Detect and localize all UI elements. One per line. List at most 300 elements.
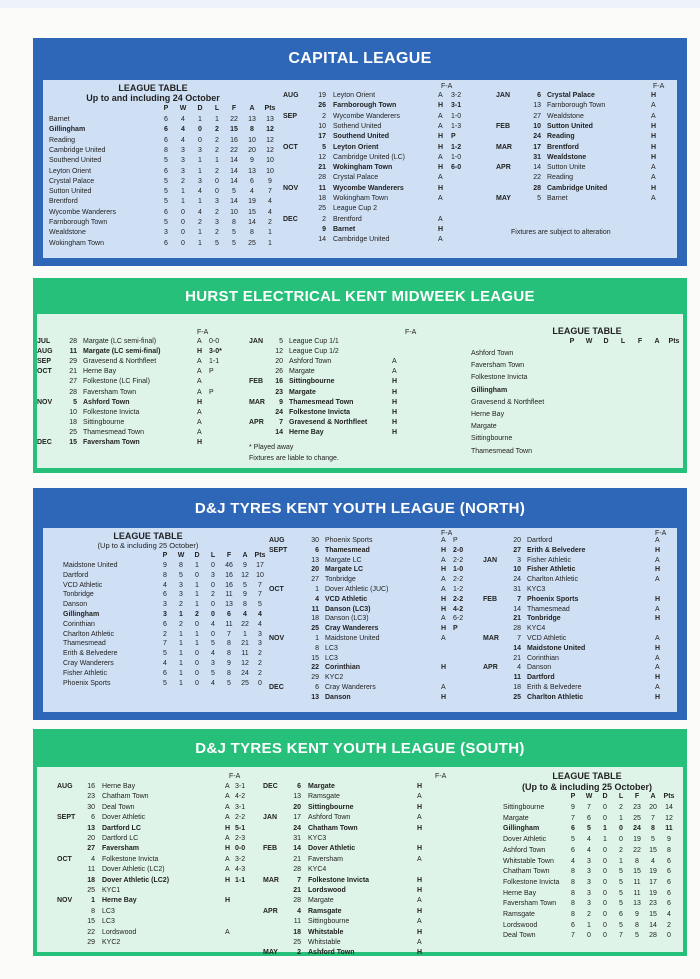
table-stat-cell: 1	[181, 188, 185, 196]
fixture-venue: H	[441, 693, 447, 701]
fixture-venue: A	[655, 635, 660, 642]
fixture-opponent: KYC2	[102, 939, 121, 946]
fixture-day: 18	[293, 928, 301, 936]
table-col-header: W	[585, 793, 593, 800]
fixture-venue: H	[417, 803, 423, 811]
table-stat-cell: 8	[243, 601, 247, 609]
fixture-day: 4	[91, 855, 95, 863]
fixture-day: 26	[318, 102, 326, 110]
fixture-opponent: Margate	[289, 388, 316, 396]
fixture-day: 7	[297, 876, 301, 884]
fixture-day: 18	[513, 684, 521, 691]
fixture-venue: A	[655, 605, 660, 613]
fixture-day: 5	[322, 143, 326, 151]
table-stat-cell: 8	[571, 868, 575, 876]
table-stat-cell: 4	[667, 911, 671, 918]
table-stat-cell: 0	[211, 562, 215, 569]
south-fa-header-2: F-A	[435, 773, 447, 780]
fixture-day: 25	[293, 939, 301, 946]
table-stat-cell: 14	[649, 921, 657, 929]
table-team-name: Dover Athletic	[503, 836, 547, 844]
table-stat-cell: 4	[571, 857, 575, 865]
table-stat-cell: 46	[225, 562, 233, 569]
fixture-month: JAN	[263, 814, 278, 822]
fixture-opponent: Barnet	[333, 225, 356, 233]
table-stat-cell: 8	[250, 126, 254, 134]
table-team-name: Charlton Athletic	[63, 630, 114, 638]
table-col-header: F	[637, 338, 643, 345]
table-stat-cell: 1	[179, 640, 183, 648]
fixture-day: 6	[537, 92, 541, 99]
fixture-venue: H	[651, 153, 657, 161]
fixture-venue: H	[441, 625, 447, 633]
fixture-month: APR	[249, 418, 264, 426]
table-stat-cell: 5	[232, 239, 236, 247]
fixture-day: 17	[533, 143, 541, 151]
fixture-opponent: Dartford	[527, 537, 553, 544]
hurst-note-liable: Fixtures are liable to change.	[249, 455, 339, 462]
table-team-name: Chatham Town	[503, 868, 550, 876]
fixture-venue: A	[655, 556, 660, 564]
fixture-opponent: League Cup 1/2	[289, 348, 339, 356]
fixture-opponent: VCD Athletic	[325, 595, 368, 603]
fixture-result: 2-2	[453, 576, 464, 584]
table-stat-cell: 0	[195, 679, 199, 687]
table-stat-cell: 7	[587, 804, 591, 811]
table-stat-cell: 11	[633, 878, 641, 886]
table-stat-cell: 6	[163, 669, 167, 677]
fixture-venue: H	[197, 398, 203, 406]
fixture-day: 17	[293, 814, 301, 822]
fixture-day: 5	[279, 338, 283, 345]
fixture-month: MAY	[263, 949, 278, 957]
fixture-opponent: Maidstone United	[527, 644, 586, 652]
table-team-name: Corinthian	[63, 620, 95, 628]
fixture-day: 23	[275, 388, 283, 396]
fixture-month: FEB	[249, 378, 263, 386]
fixture-result: 2-2	[453, 556, 464, 564]
table-team-name: Maidstone United	[63, 562, 118, 569]
fixture-month: MAR	[483, 635, 499, 642]
table-stat-cell: 5	[258, 601, 262, 609]
fixture-opponent: Fisher Athletic	[527, 566, 576, 574]
hurst-table-title: LEAGUE TABLE	[552, 326, 622, 336]
fixture-venue: H	[655, 566, 661, 574]
table-stat-cell: 2	[587, 911, 591, 918]
fixture-day: 6	[315, 546, 319, 554]
page-top-edge	[0, 0, 700, 8]
table-stat-cell: 5	[232, 229, 236, 237]
table-stat-cell: 2	[619, 846, 623, 854]
table-stat-cell: 1	[179, 611, 183, 618]
fixture-result: 3-2	[235, 855, 246, 863]
fixture-day: 15	[69, 439, 77, 446]
fixture-month: DEC	[263, 783, 278, 790]
fixture-opponent: Thamesmead Town	[289, 398, 354, 406]
fixture-venue: H	[441, 595, 447, 603]
north-fa-header-2: F-A	[655, 530, 667, 537]
table-team-name: Erith & Belvedere	[63, 650, 118, 658]
fixture-venue: H	[438, 102, 444, 110]
table-team-name: Gillingham	[49, 126, 86, 134]
table-stat-cell: 1	[215, 116, 219, 123]
table-stat-cell: 2	[179, 620, 183, 628]
table-team-name: Lordswood	[503, 921, 538, 929]
table-stat-cell: 6	[164, 136, 168, 144]
table-stat-cell: 9	[667, 836, 671, 844]
table-stat-cell: 3	[587, 889, 591, 897]
fixture-month: OCT	[57, 855, 72, 863]
table-stat-cell: 6	[164, 239, 168, 247]
table-team-name: Gillingham	[63, 611, 100, 618]
table-col-header: D	[603, 338, 609, 345]
fixture-venue: H	[655, 693, 661, 701]
table-stat-cell: 5	[227, 679, 231, 687]
table-stat-cell: 2	[198, 219, 202, 226]
fixture-day: 4	[297, 907, 301, 915]
table-stat-cell: 17	[256, 562, 264, 569]
fixture-day: 6	[91, 814, 95, 822]
table-stat-cell: 2	[619, 804, 623, 811]
fixture-venue: A	[438, 195, 443, 202]
fixture-venue: H	[651, 143, 657, 151]
fixture-result: 2-3	[235, 835, 246, 842]
table-stat-cell: 2	[258, 660, 262, 667]
table-stat-cell: 5	[619, 921, 623, 929]
fixture-result: 3-1	[451, 102, 462, 110]
fixture-day: 24	[533, 133, 541, 141]
table-stat-cell: 2	[268, 219, 272, 226]
table-stat-cell: 9	[250, 157, 254, 165]
table-stat-cell: 0	[198, 126, 202, 134]
table-stat-cell: 3	[179, 591, 183, 599]
fixture-day: 15	[311, 654, 319, 662]
capital-table-subtitle: Up to and including 24 October	[86, 93, 220, 103]
table-stat-cell: 6	[667, 889, 671, 897]
table-stat-cell: 5	[619, 878, 623, 886]
fixture-day: 1	[315, 635, 319, 642]
fixture-day: 14	[513, 644, 521, 652]
table-team-name: Fisher Athletic	[63, 669, 107, 677]
fixture-venue: H	[417, 887, 423, 894]
table-team-name: Folkestone Invicta	[471, 374, 528, 382]
table-team-name: Faversham Town	[503, 900, 557, 908]
fixture-opponent: Sittingbourne	[289, 378, 335, 386]
table-stat-cell: 3	[198, 177, 202, 185]
fixture-venue: H	[225, 845, 231, 853]
table-stat-cell: 5	[163, 650, 167, 658]
fixture-day: 26	[275, 368, 283, 376]
table-stat-cell: 0	[195, 669, 199, 677]
table-stat-cell: 0	[603, 814, 607, 822]
table-col-header: L	[618, 793, 624, 800]
fixture-opponent: KYC1	[102, 887, 121, 894]
fixture-opponent: Wealdstone	[547, 153, 587, 161]
table-stat-cell: 3	[215, 198, 219, 206]
fixture-venue: A	[225, 835, 230, 842]
table-stat-cell: 16	[230, 136, 238, 144]
hurst-league-panel	[33, 278, 687, 473]
table-stat-cell: 15	[649, 911, 657, 918]
table-stat-cell: 10	[230, 208, 238, 216]
fixture-month: AUG	[37, 348, 53, 356]
fixture-venue: A	[225, 814, 230, 822]
table-stat-cell: 2	[163, 630, 167, 638]
table-stat-cell: 4	[258, 611, 262, 618]
fixture-venue: A	[655, 684, 660, 691]
south-table-title: LEAGUE TABLE	[552, 771, 622, 781]
table-stat-cell: 0	[181, 239, 185, 247]
fixture-opponent: Chatham Town	[308, 824, 358, 832]
table-stat-cell: 8	[571, 911, 575, 918]
fixture-day: 2	[297, 949, 301, 957]
table-stat-cell: 1	[179, 660, 183, 667]
fixture-venue: A	[225, 855, 230, 863]
table-stat-cell: 8	[635, 921, 639, 929]
table-stat-cell: 7	[163, 640, 167, 648]
table-stat-cell: 5	[619, 889, 623, 897]
fixture-day: 29	[69, 358, 77, 366]
fixture-venue: A	[441, 556, 446, 564]
fixture-opponent: Faversham Town	[83, 439, 140, 446]
fixture-day: 6	[297, 783, 301, 790]
fixture-opponent: Cray Wanderers	[325, 684, 376, 691]
table-stat-cell: 4	[258, 620, 262, 628]
table-stat-cell: 5	[163, 679, 167, 687]
fixture-opponent: Dover Athletic (JUC)	[325, 586, 389, 593]
fixture-month: MAR	[263, 876, 279, 884]
fixture-month: AUG	[283, 92, 299, 99]
table-stat-cell: 15	[633, 868, 641, 876]
table-stat-cell: 2	[179, 601, 183, 609]
capital-league-content	[43, 80, 677, 258]
fixture-opponent: Dartford	[527, 674, 555, 682]
capital-fixtures-note: Fixtures are subject to alteration	[511, 229, 611, 236]
fixture-opponent: Phoenix Sports	[527, 595, 579, 603]
fixture-month: DEC	[37, 439, 52, 446]
table-stat-cell: 0	[195, 660, 199, 667]
fixture-opponent: Danson (LC3)	[325, 615, 369, 623]
fixture-opponent: Crystal Palace	[547, 92, 595, 99]
fixture-day: 2	[322, 215, 326, 223]
fixture-venue: H	[225, 824, 231, 832]
table-stat-cell: 1	[215, 157, 219, 165]
fixture-month: NOV	[283, 184, 299, 192]
table-stat-cell: 4	[268, 208, 272, 216]
table-stat-cell: 21	[241, 640, 249, 648]
table-col-header: Pts	[254, 552, 266, 559]
table-team-name: Southend United	[49, 157, 102, 165]
fixture-day: 30	[311, 537, 319, 544]
table-stat-cell: 4	[211, 620, 215, 628]
table-stat-cell: 0	[211, 601, 215, 609]
table-col-header: Pts	[663, 793, 675, 800]
table-stat-cell: 2	[215, 229, 219, 237]
table-stat-cell: 11	[225, 591, 233, 599]
fixture-opponent: Folkestone Invicta	[289, 408, 351, 416]
table-stat-cell: 8	[635, 857, 639, 865]
fixture-day: 25	[311, 625, 319, 633]
table-stat-cell: 13	[266, 116, 274, 123]
fixture-venue: H	[392, 398, 398, 406]
table-stat-cell: 8	[667, 846, 671, 854]
table-stat-cell: 2	[215, 136, 219, 144]
fixture-venue: H	[438, 133, 444, 141]
fixture-result: P	[451, 133, 456, 141]
fixture-venue: A	[392, 358, 397, 366]
fixture-venue: A	[651, 164, 656, 172]
fixture-venue: H	[441, 546, 447, 554]
fixture-opponent: Danson (LC3)	[325, 605, 371, 613]
table-stat-cell: 13	[248, 167, 256, 175]
table-stat-cell: 9	[163, 562, 167, 569]
table-stat-cell: 6	[164, 116, 168, 123]
table-stat-cell: 9	[227, 660, 231, 667]
table-stat-cell: 1	[587, 921, 591, 929]
table-stat-cell: 1	[195, 581, 199, 589]
table-stat-cell: 16	[225, 581, 233, 589]
table-stat-cell: 4	[181, 116, 185, 123]
table-stat-cell: 19	[649, 889, 657, 897]
table-stat-cell: 1	[268, 229, 272, 237]
fixture-day: 9	[279, 398, 283, 406]
fixture-venue: H	[225, 897, 231, 905]
table-stat-cell: 6	[619, 911, 623, 918]
fixture-day: 13	[87, 824, 95, 832]
fixture-day: 27	[69, 378, 77, 386]
fixture-opponent: Dartford LC	[102, 835, 139, 842]
table-stat-cell: 24	[241, 669, 249, 677]
fixture-month: FEB	[496, 122, 510, 130]
table-stat-cell: 23	[633, 804, 641, 811]
table-stat-cell: 28	[649, 932, 657, 940]
table-stat-cell: 10	[248, 136, 256, 144]
table-stat-cell: 0	[198, 136, 202, 144]
fixture-opponent: Danson	[527, 664, 552, 672]
fixture-opponent: Maidstone United	[325, 635, 380, 642]
fixture-venue: A	[441, 537, 446, 544]
fixture-opponent: Faversham	[102, 845, 139, 853]
table-stat-cell: 2	[215, 167, 219, 175]
table-stat-cell: 1	[181, 198, 185, 206]
table-stat-cell: 1	[198, 157, 202, 165]
table-stat-cell: 5	[164, 177, 168, 185]
fixture-venue: A	[651, 112, 656, 120]
table-stat-cell: 5	[571, 836, 575, 844]
fixture-opponent: Thamesmead	[527, 605, 570, 613]
fixture-day: 22	[533, 174, 541, 182]
fixture-month: FEB	[263, 845, 277, 853]
fixture-opponent: Sittingbourne	[83, 418, 125, 426]
fixture-month: JAN	[496, 92, 511, 99]
table-col-header: F	[226, 552, 232, 559]
table-stat-cell: 4	[587, 846, 591, 854]
fixture-venue: H	[441, 664, 447, 672]
fixture-opponent: Thamesmead Town	[83, 428, 144, 436]
fixture-venue: A	[417, 855, 422, 863]
table-stat-cell: 6	[164, 167, 168, 175]
table-stat-cell: 12	[241, 571, 249, 579]
fixture-opponent: Brentford	[333, 215, 362, 223]
fixture-result: 3-2	[451, 92, 462, 99]
table-stat-cell: 11	[633, 889, 641, 897]
table-stat-cell: 6	[571, 825, 575, 833]
table-stat-cell: 0	[215, 188, 219, 196]
fixture-month: OCT	[37, 368, 52, 376]
fixture-opponent: Cambridge United	[333, 236, 390, 244]
fixture-venue: A	[197, 388, 202, 396]
table-stat-cell: 7	[619, 932, 623, 940]
fixture-opponent: League Cup 2	[333, 205, 377, 213]
fixture-opponent: Wycombe Wanderers	[333, 184, 404, 192]
fixture-venue: A	[438, 215, 443, 223]
fixture-day: 14	[275, 428, 283, 436]
fixture-opponent: Reading	[547, 133, 575, 141]
fixture-venue: A	[197, 408, 202, 416]
table-team-name: Deal Town	[503, 932, 536, 940]
fixture-venue: H	[197, 439, 203, 446]
table-stat-cell: 0	[619, 825, 623, 833]
fixture-month: JUL	[37, 338, 51, 345]
fixture-day: 11	[513, 674, 521, 682]
table-stat-cell: 8	[571, 889, 575, 897]
fixture-month: SEP	[37, 358, 52, 366]
fixture-venue: H	[417, 876, 423, 884]
table-stat-cell: 25	[633, 814, 641, 822]
table-stat-cell: 6	[227, 611, 231, 618]
table-stat-cell: 10	[266, 157, 274, 165]
table-team-name: Ramsgate	[503, 911, 535, 918]
fixture-month: FEB	[483, 595, 497, 603]
fixture-day: 24	[513, 576, 521, 584]
fixture-venue: H	[417, 949, 423, 957]
table-stat-cell: 6	[667, 857, 671, 865]
fixture-opponent: Ashford Town	[308, 814, 351, 822]
fixture-result: 3-1	[235, 803, 246, 811]
table-stat-cell: 25	[248, 239, 256, 247]
fixture-venue: H	[655, 674, 661, 682]
table-team-name: Thamesmead Town	[471, 447, 532, 455]
fixture-opponent: Margate	[308, 783, 335, 790]
fixture-venue: H	[651, 184, 657, 192]
north-league-content	[43, 528, 677, 712]
fixture-result: P	[453, 537, 458, 544]
fixture-opponent: Reading	[547, 174, 574, 182]
fixture-venue: H	[392, 378, 398, 386]
table-stat-cell: 0	[603, 911, 607, 918]
fixture-day: 11	[293, 918, 301, 926]
table-stat-cell: 0	[603, 889, 607, 897]
table-team-name: Sittingbourne	[503, 804, 545, 811]
fixture-opponent: Herne Bay	[102, 897, 137, 905]
table-stat-cell: 11	[665, 825, 673, 833]
fixture-opponent: KYC2	[325, 674, 344, 682]
fixture-month: DEC	[269, 684, 284, 691]
fixture-venue: H	[417, 845, 423, 853]
fixture-day: 12	[318, 153, 326, 161]
table-stat-cell: 8	[163, 571, 167, 579]
fixture-day: 27	[87, 845, 95, 853]
fixture-day: 21	[293, 887, 301, 894]
fixture-day: 1	[315, 586, 319, 593]
table-stat-cell: 0	[603, 804, 607, 811]
fixture-opponent: Barnet	[547, 195, 568, 202]
table-stat-cell: 22	[241, 620, 249, 628]
fixture-opponent: Dartford LC	[102, 824, 141, 832]
table-stat-cell: 0	[181, 219, 185, 226]
fixture-opponent: Ashford Town	[308, 949, 355, 957]
fixture-day: 11	[87, 866, 95, 874]
